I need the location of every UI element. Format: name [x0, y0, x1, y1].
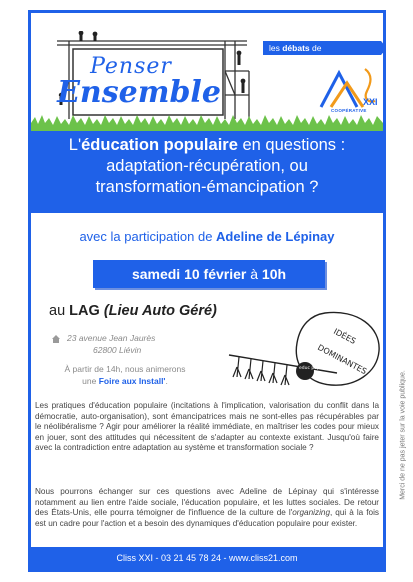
event-date-box: samedi 10 février à 10h — [93, 260, 325, 288]
title-band — [31, 131, 383, 213]
home-icon — [51, 334, 61, 344]
logo-caption: COOPÉRATIVE — [331, 108, 367, 113]
title-line-3: transformation-émancipation ? — [95, 178, 319, 196]
bubble-text-line-2: DOMINANTES — [316, 342, 369, 377]
side-note: Merci de ne pas jeter sur la voie publique. — [399, 370, 407, 500]
grass-decoration — [31, 113, 383, 131]
guest-line: avec la participation de Adeline de Lépinay — [79, 229, 335, 244]
dominant-ideas-illustration — [207, 307, 383, 393]
title-line-2: adaptation-récupération, ou — [106, 157, 308, 175]
flyer — [28, 10, 386, 572]
foire-line-1: À partir de 14h, nous animerons — [64, 364, 186, 374]
body-paragraph-1: Les pratiques d'éducation populaire (incitations à l'implication, valorisation du conflit dans la démocratie, auto-organisation), sont émancipatrices mais ne sont-elles pas récupérables par le néolibéralisme ? Agir pour améliorer la réalité immédiate, en maîtriser les codes pour mieux en jouer, sont des attitudes qui nécessitent de s'adapter au contexte existant. Jusqu'où faire avec la contradiction entre adaptation au système et transformation sociale ? — [35, 401, 379, 453]
body-paragraph-2: Nous pourrons échanger sur ces questions avec Adeline de Lépinay qui s'intéresse notamment au lien entre l'aide sociale, l'éducation populaire, et les luttes sociales. De retour des États-Unis, elle pourra témoigner de l'influence de la culture de l'organizing, qui à la fois est un cadre pour l'action et a besoin des dynamiques d'éducation populaire pour exister. — [35, 487, 379, 528]
brand-title-bottom: Ensemble — [57, 75, 221, 110]
address-line-2: 62800 Liévin — [93, 345, 142, 355]
bubble-text-line-1: IDÉES — [332, 326, 358, 346]
brand-title-top: Penser — [90, 54, 172, 79]
footer-contact: Cliss XXI - 03 21 45 78 24 - www.cliss21.com — [31, 547, 383, 569]
address-line-1: 23 avenue Jean Jaurès — [67, 333, 156, 343]
educ-pop-badge: educ pop — [299, 366, 320, 371]
foire-line-2: une Foire aux Install'. — [82, 376, 168, 386]
sign-arrow-icon — [381, 41, 386, 55]
logo-mark: XXI — [363, 97, 378, 107]
header — [31, 13, 383, 131]
guest-name: Adeline de Lépinay — [216, 229, 335, 244]
title-line-1: L'éducation populaire en questions : — [68, 136, 346, 154]
debates-sign: les débats de — [263, 41, 381, 55]
venue-name: au LAG (Lieu Auto Géré) — [49, 303, 217, 319]
